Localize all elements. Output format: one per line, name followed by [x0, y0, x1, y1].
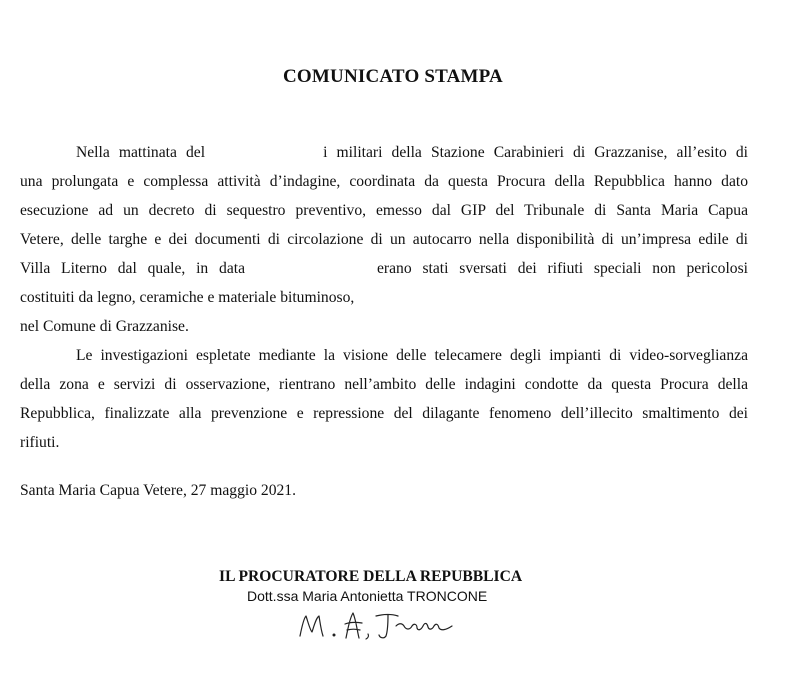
paragraph-2-line-4: rifiuti. — [20, 434, 60, 451]
paragraph-1-line-3: esecuzione ad un decreto di sequestro preventivo, emesso dal GIP del Tribunale di Santa Maria Capua — [20, 202, 748, 219]
paragraph-1 — [20, 138, 748, 341]
signature-comma — [366, 634, 368, 639]
document-title: COMUNICATO STAMPA — [283, 66, 503, 87]
paragraph-2-line-2: della zona e servizi di osservazione, rientrano nell’ambito delle indagini condotte da questa Procura della — [20, 376, 748, 393]
signature-stroke-ron — [396, 623, 452, 629]
document-body — [20, 138, 748, 457]
paragraph-1-line-2: una prolungata e complessa attività d’indagine, coordinata da questa Procura della Repubblica hanno dato — [20, 173, 748, 190]
signature-dot-1 — [333, 634, 335, 636]
signature-stroke-m — [300, 616, 323, 636]
paragraph-2-line-1: Le investigazioni espletate mediante la visione delle telecamere degli impianti di video-sorveglianza — [76, 347, 748, 364]
paragraph-1-line-5 — [20, 254, 748, 283]
paragraph-1-line-7: nel Comune di Grazzanise. — [20, 318, 189, 335]
signatory-name: Dott.ssa Maria Antonietta TRONCONE — [247, 588, 488, 604]
paragraph-1-line-1 — [20, 138, 748, 167]
paragraph-1-line-6: costituiti da legno, ceramiche e materiale bituminoso, — [20, 289, 355, 306]
line-5-continuation: erano stati sversati dei rifiuti speciali non pericolosi — [377, 260, 748, 277]
signatory-role: IL PROCURATORE DELLA REPUBBLICA — [219, 568, 523, 585]
place-and-date: Santa Maria Capua Vetere, 27 maggio 2021. — [20, 482, 296, 499]
line-5-prefix: Villa Literno dal quale, in data — [20, 260, 246, 277]
handwritten-signature — [296, 608, 466, 642]
signature-stroke-t — [376, 615, 398, 638]
signature-stroke-a — [345, 613, 362, 638]
redacted-date-prefix: Nella mattinata del — [76, 144, 206, 161]
paragraph-1-line-4: Vetere, delle targhe e dei documenti di circolazione di un autocarro nella disponibilità di un’impresa edile di — [20, 231, 748, 248]
line-1-continuation: i militari della Stazione Carabinieri di Grazzanise, all’esito di — [323, 144, 749, 161]
paragraph-2-line-3: Repubblica, finalizzate alla prevenzione e repressione del dilagante fenomeno dell’illecito smaltimento dei — [20, 405, 748, 422]
paragraph-2 — [20, 341, 748, 457]
